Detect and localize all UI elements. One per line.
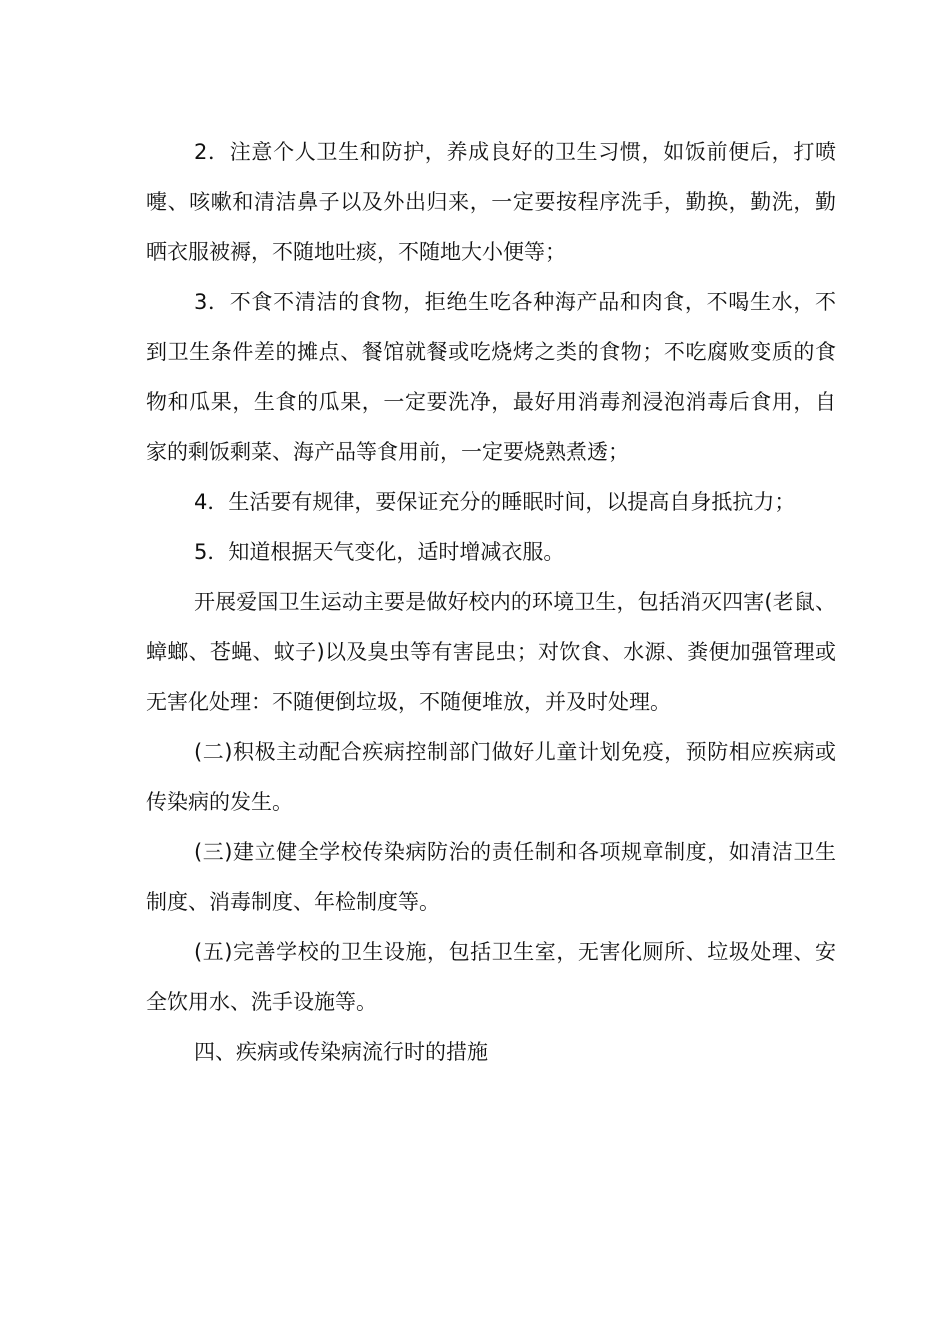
- document-body: [146, 127, 836, 1077]
- paragraph-hygiene-habits: 2．注意个人卫生和防护，养成良好的卫生习惯，如饭前便后，打喷嚏、咳嗽和清洁鼻子以及外出归来，一定要按程序洗手，勤换，勤洗，勤晒衣服被褥，不随地吐痰，不随地大小便等；: [146, 140, 836, 264]
- paragraph-regulations: (三)建立健全学校传染病防治的责任制和各项规章制度，如清洁卫生制度、消毒制度、年检制度等。: [146, 840, 836, 914]
- paragraph-facilities: (五)完善学校的卫生设施，包括卫生室，无害化厕所、垃圾处理、安全饮用水、洗手设施等。: [146, 940, 836, 1014]
- paragraph-immunization: (二)积极主动配合疾病控制部门做好儿童计划免疫，预防相应疾病或传染病的发生。: [146, 740, 836, 814]
- paragraph-clothing: 5．知道根据天气变化，适时增减衣服。: [194, 540, 565, 564]
- paragraph-food-safety: 3．不食不清洁的食物，拒绝生吃各种海产品和肉食，不喝生水，不到卫生条件差的摊点、餐馆就餐或吃烧烤之类的食物；不吃腐败变质的食物和瓜果，生食的瓜果，一定要洗净，最好用消毒剂浸泡消毒后食用，自家的剩饭剩菜、海产品等食用前，一定要烧熟煮透；: [146, 290, 836, 464]
- paragraph-sanitation-campaign: 开展爱国卫生运动主要是做好校内的环境卫生，包括消灭四害(老鼠、蟑螂、苍蝇、蚊子)以及臭虫等有害昆虫；对饮食、水源、粪便加强管理或无害化处理：不随便倒垃圾，不随便堆放，并及时处理。: [146, 590, 836, 714]
- paragraph-regular-life: 4．生活要有规律，要保证充分的睡眠时间，以提高自身抵抗力；: [194, 490, 796, 514]
- section-heading-epidemic-measures: 四、疾病或传染病流行时的措施: [194, 1040, 488, 1064]
